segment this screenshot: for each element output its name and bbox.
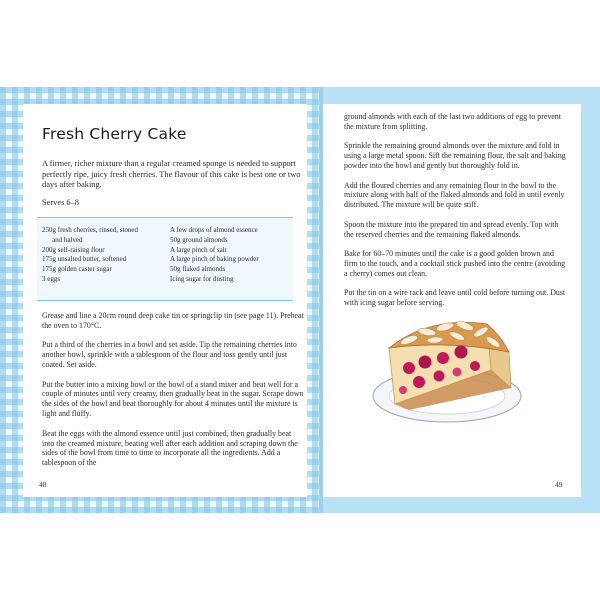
method-paragraph: Put the butter into a mixing bowl or the bowl of a stand mixer and beat well for a couple of minutes until very creamy, then gradually beat in the sugar. Scrape down the sides of the bowl and beat thoroughly for about 4 minutes until the mixture is light and fluffy. <box>42 379 304 419</box>
method-paragraph: Sprinkle the remaining ground almonds over the mixture and fold in using a large metal spoon. Sift the remaining flour, the salt and baking powder into the bowl and gently but thoroughly fold in. <box>344 141 566 171</box>
method-paragraph: Beat the eggs with the almond essence until just combined, then gradually beat into the creamed mixture, beating well after each addition and scraping down the sides of the bowl from time to time to incorporate all the ingredients. Add a tablespoon of the <box>42 428 298 468</box>
page-number-left: 48 <box>39 480 47 489</box>
book-spread <box>0 87 600 513</box>
ingredient-item: 50g flaked almonds <box>170 265 226 274</box>
ingredient-item: 3 eggs <box>42 274 61 283</box>
ingredients-list-left <box>42 226 167 285</box>
method-paragraph: Put the tin on a wire rack and leave until cold before turning out. Dust with icing sugar before serving. <box>344 288 566 308</box>
ingredient-item: 250g fresh cherries, rinsed, stoned <box>42 226 139 234</box>
page-number-right: 49 <box>555 480 563 489</box>
method-paragraph: Add the floured cherries and any remaining flour in the bowl to the mixture along with half of the flaked almonds and fold in until evenly distributed. The mixture will be quite stiff. <box>344 180 565 210</box>
method-paragraph: Spoon the mixture into the prepared tin and spread evenly. Top with the reserved cherries and the remaining flaked almonds. <box>344 219 559 239</box>
recipe-intro: A firmer, richer mixture than a regular creamed sponge is needed to support perfectly ripe, juicy fresh cherries. The flavour of this cake is best one or two days after baking. <box>42 159 301 190</box>
ingredient-item: 175g unsalted butter, softened <box>42 255 127 264</box>
ingredient-item: Icing sugar for dusting <box>170 274 234 283</box>
ingredients-list-right <box>170 226 290 285</box>
method-left <box>42 311 304 478</box>
ingredients-box <box>37 217 293 301</box>
ingredient-item: 175g golden caster sugar <box>42 265 112 274</box>
method-paragraph: Bake for 60–70 minutes until the cake is a good golden brown and firm to the touch, and a cocktail stick pushed into the centre (avoiding a cherry) comes out clean. <box>344 249 566 278</box>
ingredient-item: A few drops of almond essence <box>170 226 258 234</box>
left-page <box>23 104 307 497</box>
ingredient-item: 200g self-raising flour <box>42 245 105 254</box>
ingredient-item: and halved <box>52 235 83 244</box>
method-paragraph: Grease and line a 20cm round deep cake tin or springclip tin (see page 11). Preheat the oven to 170°C. <box>42 311 304 330</box>
method-paragraph: Put a third of the cherries in a bowl and set aside. Tip the remaining cherries into another bowl, sprinkle with a tablespoon of the flour and toss gently until just coated. Set aside. <box>42 340 297 370</box>
right-page <box>323 104 581 497</box>
cherry-cake-slice-illustration <box>369 296 531 428</box>
method-right <box>344 112 566 318</box>
ingredient-item: A large pinch of baking powder <box>170 255 259 264</box>
recipe-title: Fresh Cherry Cake <box>42 125 187 143</box>
ingredient-item: 50g ground almonds <box>170 235 228 244</box>
ingredient-item: A large pinch of salt <box>170 245 227 254</box>
recipe-serves: Serves 6–8 <box>42 198 79 207</box>
method-paragraph: ground almonds with each of the last two additions of egg to prevent the mixture from splitting. <box>344 112 561 131</box>
